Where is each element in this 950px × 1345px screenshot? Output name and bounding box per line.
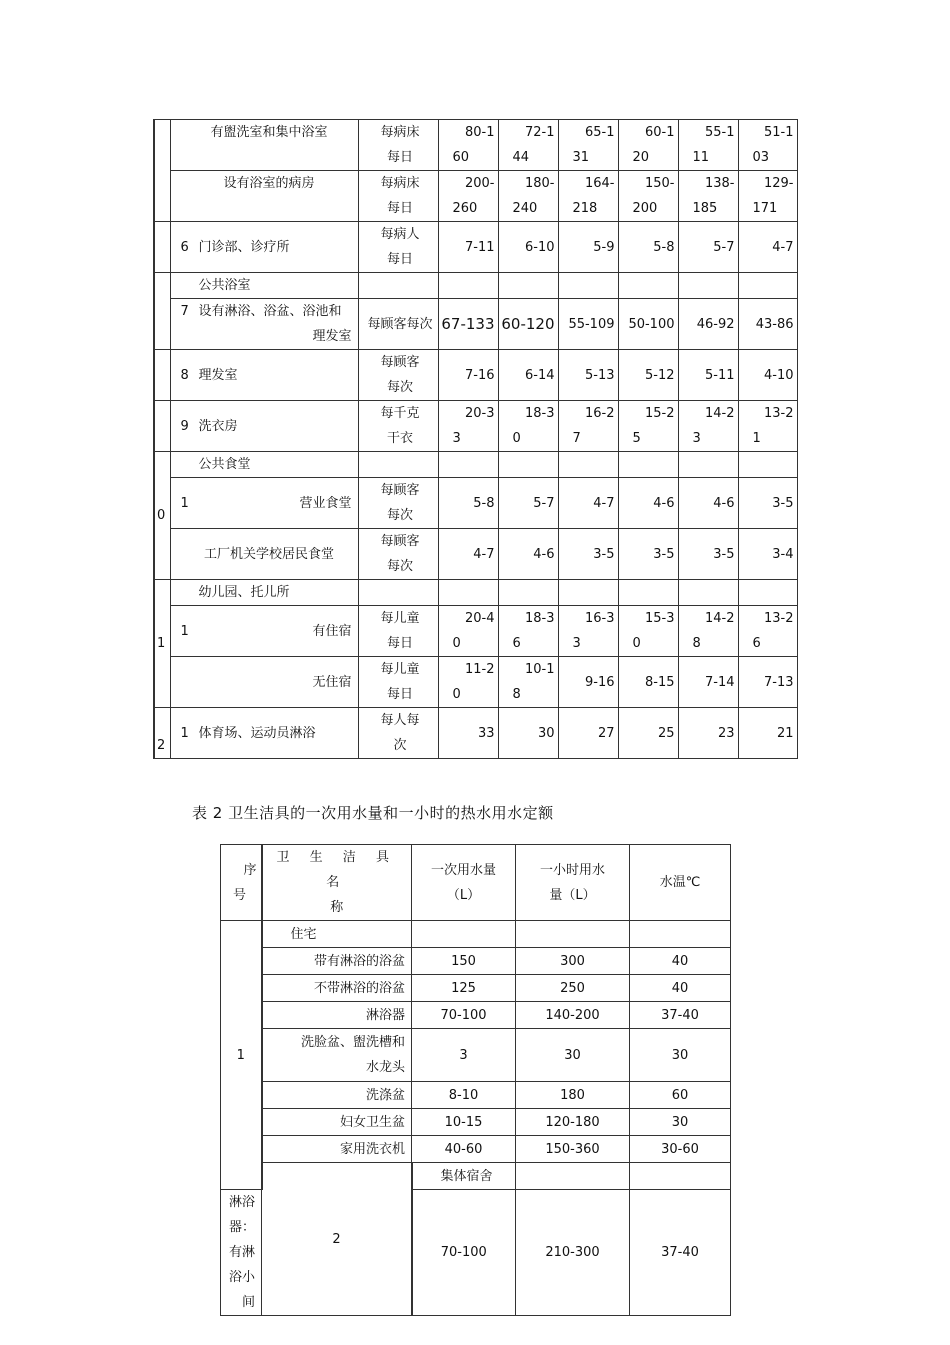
seq-cell: 2 <box>154 708 170 759</box>
value-cell: 10-1 8 <box>498 657 558 708</box>
value-cell: 60-1 20 <box>618 120 678 171</box>
fixture-name: 妇女卫生盆 <box>262 1109 412 1136</box>
table-row <box>154 120 797 171</box>
value-cell: 21 <box>738 708 797 759</box>
value-cell: 129- 171 <box>738 171 797 222</box>
value-cell: 30 <box>498 708 558 759</box>
once-value: 70-100 <box>412 1002 516 1029</box>
once-value: 40-60 <box>412 1136 516 1163</box>
value-cell: 18-3 0 <box>498 401 558 452</box>
unit-cell: 每儿童 每日 <box>358 657 438 708</box>
value-cell: 3-4 <box>738 529 797 580</box>
fixture-name: 淋浴器：有淋浴小 间 <box>221 1190 262 1316</box>
header-once: 一次用水量 （L） <box>412 845 516 921</box>
value-cell: 200- 260 <box>438 171 498 222</box>
value-cell: 23 <box>678 708 738 759</box>
water-quota-table-continued <box>153 119 798 759</box>
value-cell: 51-1 03 <box>738 120 797 171</box>
item-name: 有盥洗室和集中浴室 <box>170 120 358 171</box>
header-name: 卫 生 洁 具 名 称 <box>262 845 412 921</box>
value-cell: 5-8 <box>438 478 498 529</box>
table-row <box>154 401 797 452</box>
item-name: 8 理发室 <box>170 350 358 401</box>
value-cell: 16-2 7 <box>558 401 618 452</box>
value-cell: 33 <box>438 708 498 759</box>
value-cell: 15-3 0 <box>618 606 678 657</box>
table-row <box>221 921 731 948</box>
table-row <box>154 350 797 401</box>
value-cell: 7-16 <box>438 350 498 401</box>
fixture-name: 带有淋浴的浴盆 <box>262 948 412 975</box>
value-cell: 55-1 11 <box>678 120 738 171</box>
value-cell: 55-109 <box>558 299 618 350</box>
value-cell: 3-5 <box>738 478 797 529</box>
group-seq: 1 <box>221 921 262 1190</box>
value-cell: 80-1 60 <box>438 120 498 171</box>
table-row <box>154 299 797 350</box>
temp-value: 37-40 <box>630 1002 731 1029</box>
item-name: 1 体育场、运动员淋浴 <box>170 708 358 759</box>
fixture-name: 不带淋浴的浴盆 <box>262 975 412 1002</box>
table-row <box>154 606 797 657</box>
value-cell: 4-7 <box>438 529 498 580</box>
table-row <box>221 1029 731 1082</box>
temp-value: 30 <box>630 1109 731 1136</box>
header-hour: 一小时用水 量（L） <box>516 845 630 921</box>
value-cell: 16-3 3 <box>558 606 618 657</box>
unit-cell: 每病床 每日 <box>358 171 438 222</box>
value-cell: 46-92 <box>678 299 738 350</box>
value-cell: 4-7 <box>738 222 797 273</box>
seq-cell <box>154 222 170 273</box>
value-cell: 6-14 <box>498 350 558 401</box>
seq-cell: 1 <box>154 580 170 708</box>
temp-value: 60 <box>630 1082 731 1109</box>
table-row <box>154 273 797 299</box>
value-cell: 13-2 6 <box>738 606 797 657</box>
table-row <box>154 478 797 529</box>
hour-value: 180 <box>516 1082 630 1109</box>
temp-value: 30-60 <box>630 1136 731 1163</box>
group-title: 公共浴室 <box>170 273 358 299</box>
fixture-name: 家用洗衣机 <box>262 1136 412 1163</box>
item-name: 无住宿 <box>170 657 358 708</box>
value-cell: 18-3 6 <box>498 606 558 657</box>
value-cell: 43-86 <box>738 299 797 350</box>
table-row <box>221 1002 731 1029</box>
once-value: 3 <box>412 1029 516 1082</box>
hour-value: 150-360 <box>516 1136 630 1163</box>
value-cell: 164- 218 <box>558 171 618 222</box>
group-seq: 2 <box>262 1163 412 1316</box>
header-seq: 序 号 <box>221 845 262 921</box>
value-cell: 4-7 <box>558 478 618 529</box>
unit-cell: 每顾客 每次 <box>358 529 438 580</box>
seq-cell <box>154 273 170 350</box>
group-title: 住宅 <box>262 921 412 948</box>
unit-cell: 每顾客 每次 <box>358 350 438 401</box>
item-name: 9 洗衣房 <box>170 401 358 452</box>
seq-cell <box>154 401 170 452</box>
hour-value: 300 <box>516 948 630 975</box>
item-name: 1 营业食堂 <box>170 478 358 529</box>
table-caption: 表 2 卫生洁具的一次用水量和一小时的热水用水定额 <box>192 804 554 822</box>
value-cell: 20-4 0 <box>438 606 498 657</box>
table-row <box>154 171 797 222</box>
value-cell: 13-2 1 <box>738 401 797 452</box>
table-row <box>221 1109 731 1136</box>
group-title: 幼儿园、托儿所 <box>170 580 358 606</box>
temp-value: 40 <box>630 975 731 1002</box>
once-value: 10-15 <box>412 1109 516 1136</box>
value-cell: 6-10 <box>498 222 558 273</box>
fixture-name: 淋浴器 <box>262 1002 412 1029</box>
value-cell: 3-5 <box>558 529 618 580</box>
value-cell: 3-5 <box>618 529 678 580</box>
table-row <box>154 657 797 708</box>
table-row <box>154 222 797 273</box>
seq-cell: 0 <box>154 452 170 580</box>
value-cell: 15-2 5 <box>618 401 678 452</box>
unit-cell: 每人每 次 <box>358 708 438 759</box>
hour-value: 210-300 <box>516 1190 630 1316</box>
value-cell: 14-2 3 <box>678 401 738 452</box>
table-header-row <box>221 845 731 921</box>
seq-cell <box>154 120 170 222</box>
unit-cell: 每儿童 每日 <box>358 606 438 657</box>
table-row <box>221 975 731 1002</box>
value-cell: 5-11 <box>678 350 738 401</box>
value-cell: 5-7 <box>678 222 738 273</box>
value-cell: 72-1 44 <box>498 120 558 171</box>
unit-cell: 每千克 干衣 <box>358 401 438 452</box>
table-row <box>154 452 797 478</box>
value-cell: 11-2 0 <box>438 657 498 708</box>
value-cell: 4-6 <box>618 478 678 529</box>
item-name: 6 门诊部、诊疗所 <box>170 222 358 273</box>
value-cell: 5-7 <box>498 478 558 529</box>
value-cell: 20-3 3 <box>438 401 498 452</box>
once-value: 125 <box>412 975 516 1002</box>
value-cell: 5-8 <box>618 222 678 273</box>
value-cell: 60-120 <box>498 299 558 350</box>
value-cell: 4-10 <box>738 350 797 401</box>
unit-cell: 每顾客 每次 <box>358 478 438 529</box>
table-row <box>221 1082 731 1109</box>
item-name: 工厂机关学校居民食堂 <box>170 529 358 580</box>
value-cell: 65-1 31 <box>558 120 618 171</box>
value-cell: 180- 240 <box>498 171 558 222</box>
table-row <box>221 1163 731 1190</box>
fixture-name: 洗脸盆、盥洗槽和 水龙头 <box>262 1029 412 1082</box>
value-cell: 8-15 <box>618 657 678 708</box>
value-cell: 27 <box>558 708 618 759</box>
table-row <box>154 708 797 759</box>
value-cell: 7-13 <box>738 657 797 708</box>
value-cell: 50-100 <box>618 299 678 350</box>
temp-value: 37-40 <box>630 1190 731 1316</box>
table-row <box>154 529 797 580</box>
hour-value: 140-200 <box>516 1002 630 1029</box>
hour-value: 250 <box>516 975 630 1002</box>
header-temp: 水温℃ <box>630 845 731 921</box>
value-cell: 3-5 <box>678 529 738 580</box>
hour-value: 30 <box>516 1029 630 1082</box>
table-row <box>221 948 731 975</box>
value-cell: 67-133 <box>438 299 498 350</box>
item-name: 1 有住宿 <box>170 606 358 657</box>
hour-value: 120-180 <box>516 1109 630 1136</box>
unit-cell: 每顾客每次 <box>358 299 438 350</box>
item-name: 设有浴室的病房 <box>170 171 358 222</box>
table-row <box>221 1136 731 1163</box>
seq-cell <box>154 350 170 401</box>
item-name: 7 设有淋浴、浴盆、浴池和 理发室 <box>170 299 358 350</box>
once-value: 8-10 <box>412 1082 516 1109</box>
value-cell: 25 <box>618 708 678 759</box>
value-cell: 5-9 <box>558 222 618 273</box>
value-cell: 9-16 <box>558 657 618 708</box>
temp-value: 30 <box>630 1029 731 1082</box>
temp-value: 40 <box>630 948 731 975</box>
once-value: 150 <box>412 948 516 975</box>
table-row <box>154 580 797 606</box>
value-cell: 5-13 <box>558 350 618 401</box>
group-title: 公共食堂 <box>170 452 358 478</box>
sanitary-fixture-table <box>220 844 731 1316</box>
group-title: 集体宿舍 <box>412 1163 516 1190</box>
value-cell: 4-6 <box>678 478 738 529</box>
value-cell: 150- 200 <box>618 171 678 222</box>
value-cell: 7-14 <box>678 657 738 708</box>
unit-cell: 每病人 每日 <box>358 222 438 273</box>
value-cell: 7-11 <box>438 222 498 273</box>
unit-cell: 每病床 每日 <box>358 120 438 171</box>
value-cell: 138- 185 <box>678 171 738 222</box>
value-cell: 4-6 <box>498 529 558 580</box>
value-cell: 14-2 8 <box>678 606 738 657</box>
fixture-name: 洗涤盆 <box>262 1082 412 1109</box>
once-value: 70-100 <box>412 1190 516 1316</box>
value-cell: 5-12 <box>618 350 678 401</box>
